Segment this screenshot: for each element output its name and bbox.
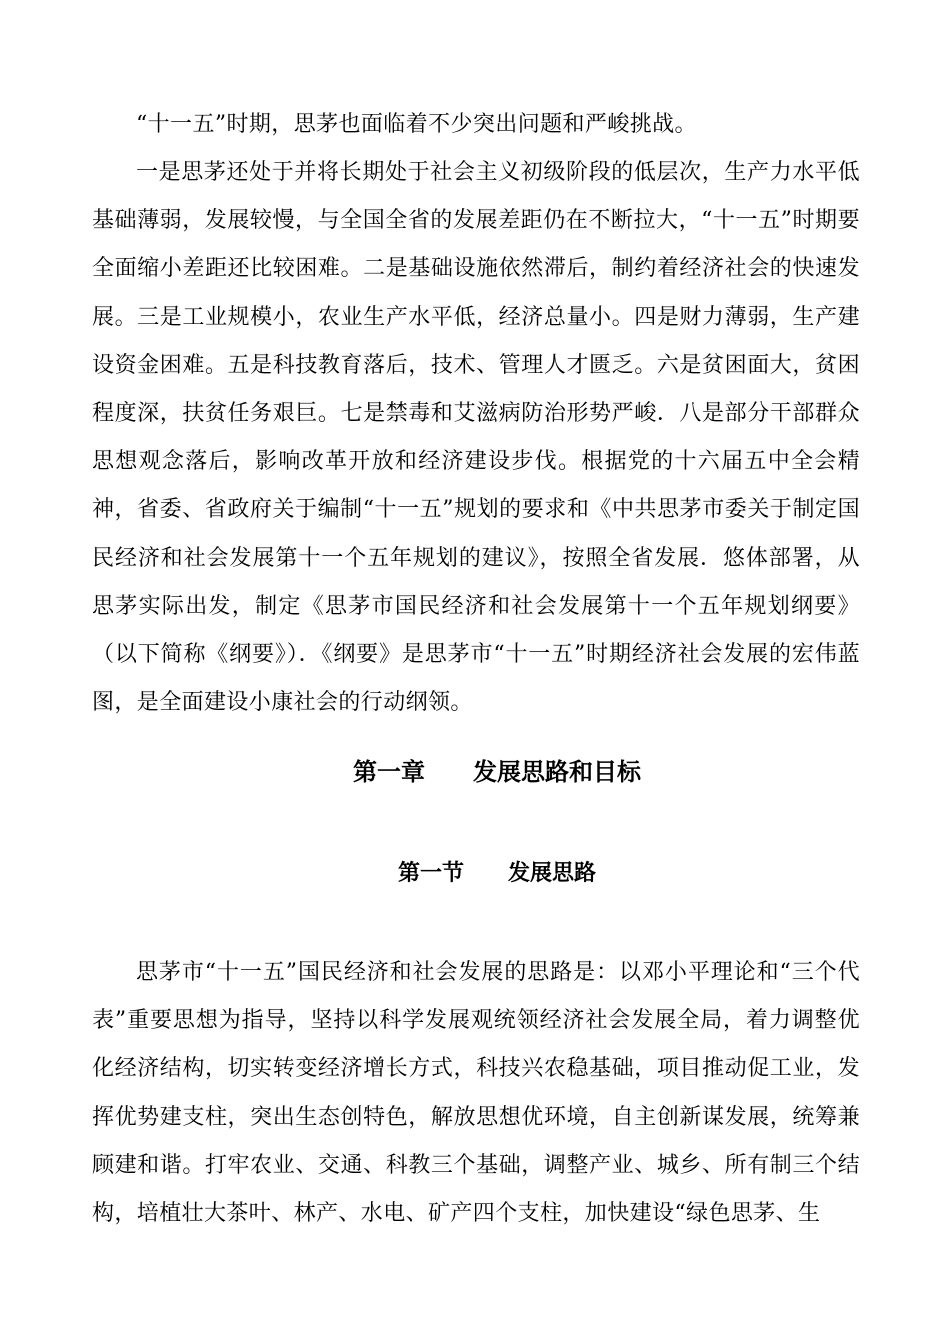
section-heading: 第一节 发展思路 (397, 861, 596, 886)
paragraph-development-approach: 思茅市“十一五”国民经济和社会发展的思路是：以邓小平理论和“三个代表”重要思想为指导，坚持以科学发展观统领经济社会发展全局，着力调整优化经济结构，切实转变经济增长方式，科技兴农稳基础，项目推动促工业，发挥优势建支柱，突出生态创特色，解放思想优环境，自主创新谋发展，统筹兼顾建和谐。打牢农业、交通、科教三个基础，调整产业、城乡、所有制三个结构，培植壮大茶叶、林产、水电、矿产四个支柱，加快建设“绿色思茅、生 (92, 960, 860, 1227)
paragraph-challenges-list: 一是思茅还处于并将长期处于社会主义初级阶段的低层次，生产力水平低基础薄弱，发展较慢，与全国全省的发展差距仍在不断拉大，“十一五”时期要全面缩小差距还比较困难。二是基础设施依然滞后，制约着经济社会的快速发展。三是工业规模小，农业生产水平低，经济总量小。四是财力薄弱，生产建设资金困难。五是科技教育落后，技术、管理人才匮乏。六是贫困面大，贫困程度深，扶贫任务艰巨。七是禁毒和艾滋病防治形势严峻．八是部分干部群众思想观念落后，影响改革开放和经济建设步伐。根据党的十六届五中全会精神，省委、省政府关于编制“十一五”规划的要求和《中共思茅市委关于制定国民经济和社会发展第十一个五年规划的建议》，按照全省发展．悠体部署，从思茅实际出发，制定《思茅市国民经济和社会发展第十一个五年规划纲要》（以下简称《纲要》）．《纲要》是思茅市“十一五”时期经济社会发展的宏伟蓝图，是全面建设小康社会的行动纲领。 (92, 160, 860, 716)
paragraph-challenges-intro: “十一五”时期，思茅也面临着不少突出问题和严峻挑战。 (136, 112, 697, 137)
chapter-heading: 第一章 发展思路和目标 (353, 758, 641, 786)
